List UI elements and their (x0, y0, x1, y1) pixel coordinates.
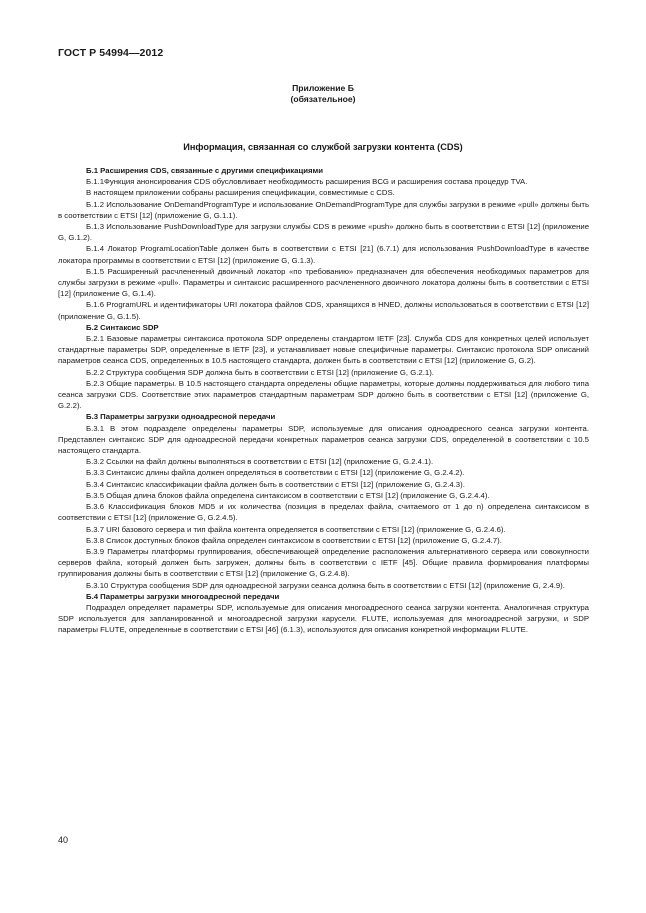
section-heading-b1: Б.1 Расширения CDS, связанные с другими спецификациями (86, 166, 324, 175)
paragraph-b1-6: Б.1.6 ProgramURL и идентификаторы URI локатора файлов CDS, хранящихся в HNED, должны использоваться в соответствии с ETSI [12] (приложение G, G.1.5). (58, 300, 589, 321)
paragraph-b1-1-note: В настоящем приложении собраны расширения спецификации, совместимые с CDS. (86, 188, 395, 198)
section-heading-b2: Б.2 Синтаксис SDP (86, 322, 159, 332)
paragraph-b3-3: Б.3.3 Синтаксис длины файла должен определяться в соответствии с ETSI [12] (приложение G, G.2.4.2). (86, 468, 465, 478)
paragraph-b2-1: Б.2.1 Базовые параметры синтаксиса протокола SDP определены стандартом IETF [23]. Служба CDS для конкретных целей использует стандартные параметры SDP, определенные в IETF [23], и устанавливает новые специфичные параметры. Синтаксис протокола SDP описаний параметров сеанса CDS, определенных в 10.5 настоящего стандарта, должен быть в соответствии с ETSI [12] (приложение G, G.2). (58, 334, 589, 366)
document-body (58, 165, 589, 636)
paragraph-b1-3: Б.1.3 Использование PushDownloadType для загрузки службы CDS в режиме «push» должно быть в соответствии с ETSI [12] (приложение G, G.1.2). (58, 222, 589, 243)
paragraph-b3-7: Б.3.7 URI базового сервера и тип файла контента определяется в соответствии с ETSI [12] (приложение G, G.2.4.6). (86, 524, 506, 534)
page-number: 40 (58, 835, 69, 845)
paragraph-b3-1: Б.3.1 В этом подразделе определены параметры SDP, используемые для описания одноадресного сеанса загрузки контента. Представлен синтаксис SDP для одноадресной передачи конкретных параметров сеанса загрузки CDS, определенной в соответствии с 10.5 настоящего стандарта. (58, 423, 589, 456)
section-heading-b3: Б.3 Параметры загрузки одноадресной передачи (86, 412, 276, 422)
annex-status: (обязательное) (290, 94, 356, 104)
annex-title: Приложение Б (292, 83, 354, 93)
paragraph-b3-10: Б.3.10 Структура сообщения SDP для одноадресной загрузки сеанса должна быть в соответствии с ETSI [12] (приложение G, 2.4.9). (86, 580, 565, 590)
main-title: Информация, связанная со службой загрузки контента (CDS) (183, 142, 463, 152)
paragraph-b3-6: Б.3.6 Классификация блоков MD5 и их количества (позиция в пределах файла, считаемого от 1 до n) определена синтаксисом в соответствии с ETSI [12] (приложение G, G.2.4.5). (58, 502, 589, 523)
paragraph-b1-5: Б.1.5 Расширенный расчлененный двоичный локатор «по требованию» предназначен для обеспечения необходимых параметров для службы загрузки в режиме «pull». Параметры и синтаксис расширенного расчлененного двоичного локатора должны быть в соответствии с ETSI [12] (приложение G, G.1.4). (58, 266, 589, 299)
annex-heading (0, 83, 646, 105)
section-heading-b4: Б.4 Параметры загрузки многоадресной передачи (86, 591, 280, 601)
paragraph-b3-2: Б.3.2 Ссылки на файл должны выполняться в соответствии с ETSI [12] (приложение G, G.2.4.1). (86, 457, 434, 467)
paragraph-b4: Подраздел определяет параметры SDP, используемые для описания многоадресного сеанса загрузки контента. Аналогичная структура SDP используется для запланированной и многоадресной загрузки карусели. FLUTE, используемая для многоадресной загрузки, и SDP параметры FLUTE, определенные в соответствии с ETSI [46] (6.1.3), используются для описания конкретной информации FLUTE. (58, 602, 589, 635)
paragraph-b2-3: Б.2.3 Общие параметры. В 10.5 настоящего стандарта определены общие параметры, которые должны поддерживаться для любого типа сеанса загрузки CDS. Соответствие этих параметров стандартным параметрам SDP должно быть в соответствии с ETSI [12] (приложение G, G.2.2). (58, 378, 589, 411)
paragraph-b1-1: Б.1.1Функция анонсирования CDS обусловливает необходимость расширения BCG и расширения состава процедур TVA. (86, 177, 528, 187)
paragraph-b3-5: Б.3.5 Общая длина блоков файла определена синтаксисом в соответствии с ETSI [12] (приложение G, G.2.4.4). (86, 490, 490, 500)
paragraph-b3-9: Б.3.9 Параметры платформы группирования, обеспечивающей определение расположения альтернативного сервера или совокупности серверов файла, который должен быть загружен, должны быть в соответствии с IETF [45]. Общие правила формирования платформы группирования должны быть в соответствии с ETSI [12] (приложение G, G.2.4.8). (58, 546, 589, 579)
paragraph-b2-2: Б.2.2 Структура сообщения SDP должна быть в соответствии с ETSI [12] (приложение G, G.2.1). (86, 367, 434, 377)
paragraph-b3-4: Б.3.4 Синтаксис классификации файла должен быть в соответствии с ETSI [12] (приложение G, G.2.4.3). (86, 479, 465, 489)
standard-code: ГОСТ Р 54994—2012 (58, 47, 164, 59)
paragraph-b1-4: Б.1.4 Локатор ProgramLocationTable должен быть в соответствии с ETSI [21] (6.7.1) для использования PushDownloadType в качестве локатора программы в соответствии с ETSI [12] (приложение G, G.1.3). (58, 244, 589, 265)
paragraph-b1-2: Б.1.2 Использование OnDemandProgramType и использование OnDemandProgramType для службы загрузки в режиме «pull» должны быть в соответствии с ETSI [12] (приложение G, G.1.1). (58, 199, 589, 220)
paragraph-b3-8: Б.3.8 Список доступных блоков файла определен синтаксисом в соответствии с ETSI [12] (приложение G, G.2.4.7). (86, 535, 502, 545)
